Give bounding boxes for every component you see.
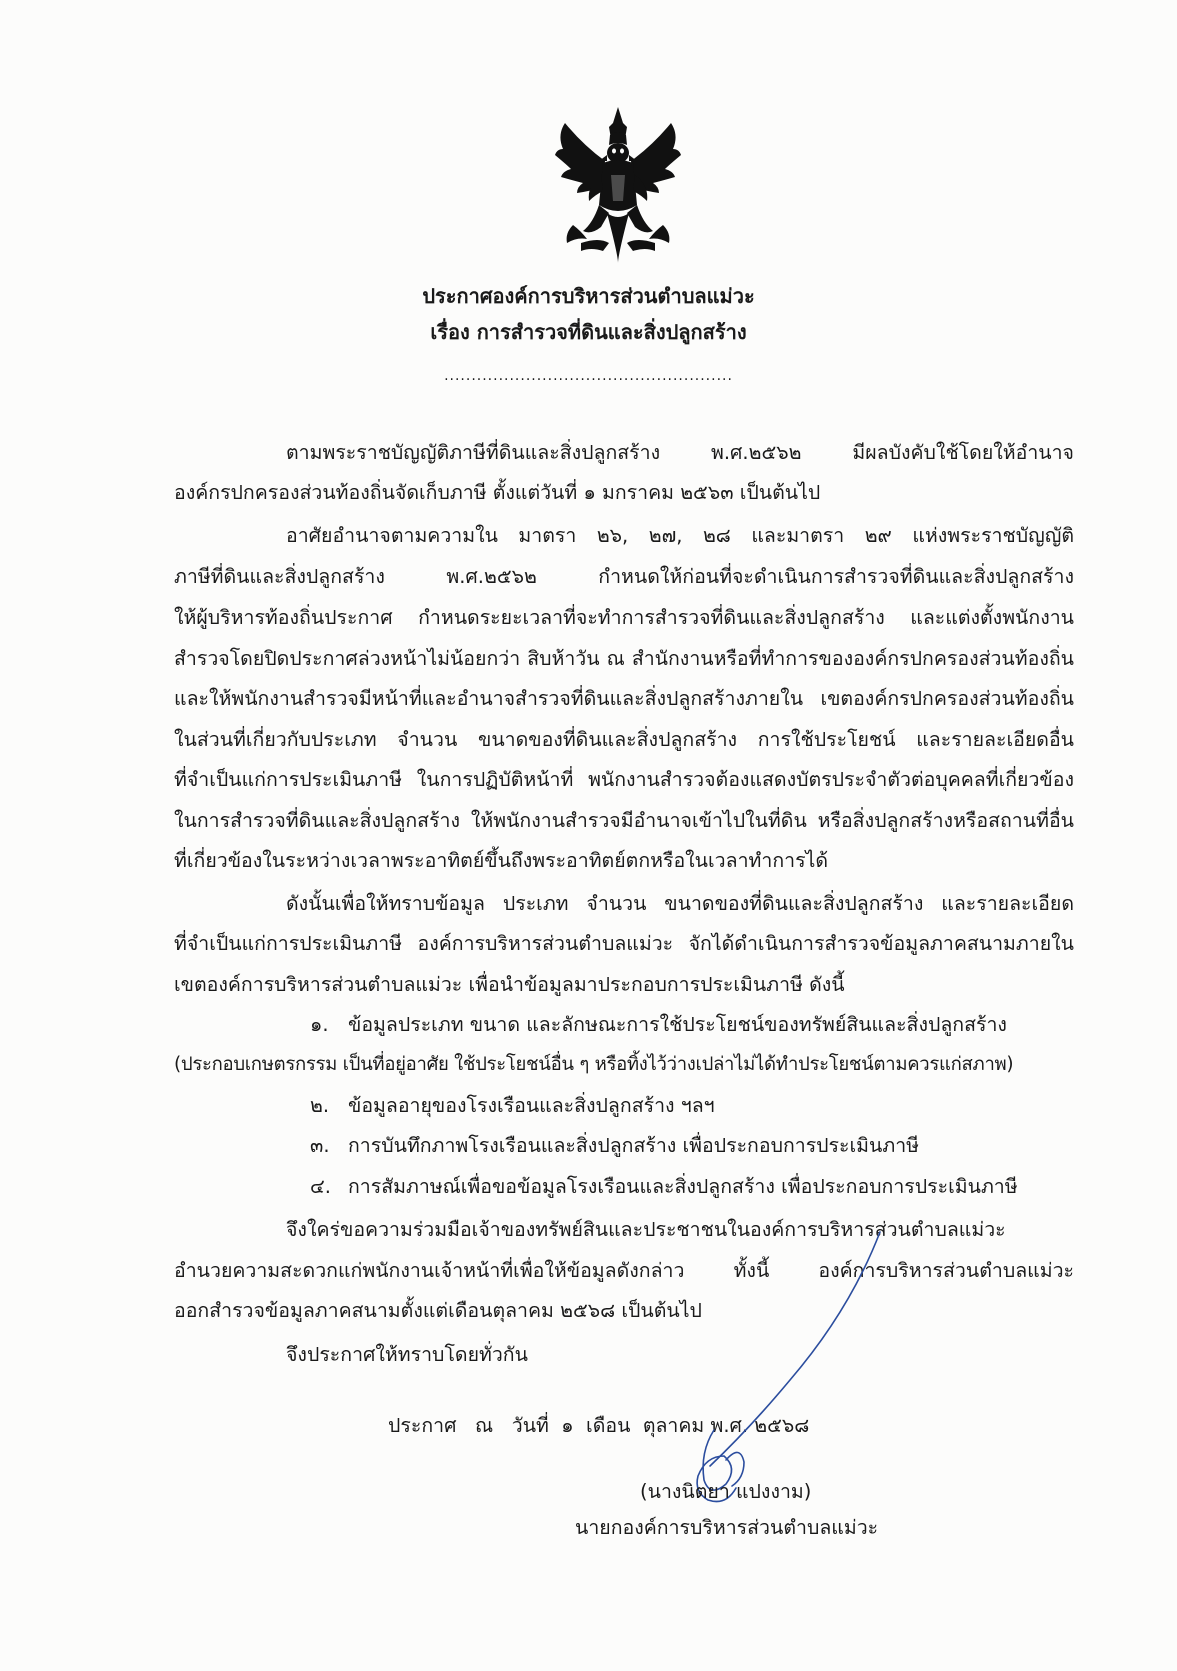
paragraph-3-line: เขตองค์การบริหารส่วนตำบลแม่วะ เพื่อนำข้อมูลมาประกอบการประเมินภาษี ดังนี้ [174, 973, 845, 996]
paragraph-2-line: อาศัยอำนาจตามความใน มาตรา ๒๖, ๒๗, ๒๘ และมาตรา ๒๙ แห่งพระราชบัญญัติ [286, 524, 1074, 547]
paragraph-2-line: และให้พนักงานสำรวจมีหน้าที่และอำนาจสำรวจที่ดินและสิ่งปลูกสร้างภายใน เขตองค์กรปกครองส่วนท้องถิ่น [174, 687, 1074, 710]
paragraph-3-line: ดังนั้นเพื่อให้ทราบข้อมูล ประเภท จำนวน ขนาดของที่ดินและสิ่งปลูกสร้าง และรายละเอียด [286, 892, 1074, 915]
list-item-number: ๑. [310, 1013, 329, 1036]
announcement-subject: เรื่อง การสำรวจที่ดินและสิ่งปลูกสร้าง [430, 320, 747, 344]
paragraph-4-line: จึงใคร่ขอความร่วมมือเจ้าของทรัพย์สินและประชาชนในองค์การบริหารส่วนตำบลแม่วะ [286, 1218, 1006, 1241]
paragraph-1-line: องค์กรปกครองส่วนท้องถิ่นจัดเก็บภาษี ตั้งแต่วันที่ ๑ มกราคม ๒๕๖๓ เป็นต้นไป [174, 481, 821, 504]
paragraph-4-line: ออกสำรวจข้อมูลภาคสนามตั้งแต่เดือนตุลาคม ๒๕๖๘ เป็นต้นไป [174, 1299, 702, 1322]
list-item-number: ๓. [310, 1134, 330, 1157]
paragraph-3-line: ที่จำเป็นแก่การประเมินภาษี องค์การบริหารส่วนตำบลแม่วะ จักได้ดำเนินการสำรวจข้อมูลภาคสนามภายใน [174, 932, 1074, 955]
list-item [310, 1010, 1007, 1040]
list-item [310, 1131, 919, 1161]
signatory-position: นายกองค์การบริหารส่วนตำบลแม่วะ [575, 1516, 879, 1539]
title-divider: ..................................................... [444, 368, 733, 384]
signatory-name: (นางนิตยา แปงงาม) [640, 1480, 812, 1503]
paragraph-2-line: ที่เกี่ยวข้องในระหว่างเวลาพระอาทิตย์ขึ้นถึงพระอาทิตย์ตกหรือในเวลาทำการได้ [174, 849, 829, 872]
list-item-number: ๒. [310, 1094, 330, 1117]
list-item [310, 1091, 715, 1121]
list-item-number: ๔. [310, 1175, 331, 1198]
paragraph-2-line: ในส่วนที่เกี่ยวกับประเภท จำนวน ขนาดของที่ดินและสิ่งปลูกสร้าง การใช้ประโยชน์ และรายละเอียดอื่น [174, 728, 1074, 751]
paragraph-2-line: ภาษีที่ดินและสิ่งปลูกสร้าง พ.ศ.๒๕๖๒ กำหนดให้ก่อนที่จะดำเนินการสำรวจที่ดินและสิ่งปลูกสร้าง [174, 565, 1074, 588]
announcement-title: ประกาศองค์การบริหารส่วนตำบลแม่วะ [422, 284, 755, 308]
paragraph-2-line: ให้ผู้บริหารท้องถิ่นประกาศ กำหนดระยะเวลาที่จะทำการสำรวจที่ดินและสิ่งปลูกสร้าง และแต่งตั้งพนักงาน [174, 606, 1074, 629]
closing-statement: จึงประกาศให้ทราบโดยทั่วกัน [286, 1343, 528, 1366]
list-item-text: ข้อมูลประเภท ขนาด และลักษณะการใช้ประโยชน์ของทรัพย์สินและสิ่งปลูกสร้าง [348, 1013, 1007, 1036]
paragraph-2-line: ในการสำรวจที่ดินและสิ่งปลูกสร้าง ให้พนักงานสำรวจมีอำนาจเข้าไปในที่ดิน หรือสิ่งปลูกสร้างหรือสถานที่อื่น [174, 809, 1074, 832]
announcement-date: ประกาศ ณ วันที่ ๑ เดือน ตุลาคม พ.ศ. ๒๕๖๘ [388, 1414, 810, 1437]
paragraph-2-line: ที่จำเป็นแก่การประเมินภาษี ในการปฏิบัติหน้าที่ พนักงานสำรวจต้องแสดงบัตรประจำตัวต่อบุคคลที่เกี่ยวข้อง [174, 768, 1074, 791]
paragraph-4-line: อำนวยความสะดวกแก่พนักงานเจ้าหน้าที่เพื่อให้ข้อมูลดังกล่าว ทั้งนี้ องค์การบริหารส่วนตำบลแม่วะ [174, 1259, 1074, 1282]
list-item [310, 1172, 1018, 1202]
paragraph-2-line: สำรวจโดยปิดประกาศล่วงหน้าไม่น้อยกว่า สิบห้าวัน ณ สำนักงานหรือที่ทำการขององค์กรปกครองส่วนท้องถิ่น [174, 647, 1074, 670]
paragraph-1-line: ตามพระราชบัญญัติภาษีที่ดินและสิ่งปลูกสร้าง พ.ศ.๒๕๖๒ มีผลบังคับใช้โดยให้อำนาจ [286, 441, 1074, 464]
list-item-text: การบันทึกภาพโรงเรือนและสิ่งปลูกสร้าง เพื่อประกอบการประเมินภาษี [348, 1134, 920, 1157]
garuda-emblem-icon [553, 105, 683, 265]
list-item-text: ข้อมูลอายุของโรงเรือนและสิ่งปลูกสร้าง ฯลฯ [348, 1094, 715, 1117]
list-item-text: การสัมภาษณ์เพื่อขอข้อมูลโรงเรือนและสิ่งปลูกสร้าง เพื่อประกอบการประเมินภาษี [348, 1175, 1018, 1198]
list-item-continuation: (ประกอบเกษตรกรรม เป็นที่อยู่อาศัย ใช้ประโยชน์อื่น ๆ หรือทิ้งไว้ว่างเปล่าไม่ได้ทำประโยชน์ตามควรแก่สภาพ) [174, 1054, 1014, 1075]
